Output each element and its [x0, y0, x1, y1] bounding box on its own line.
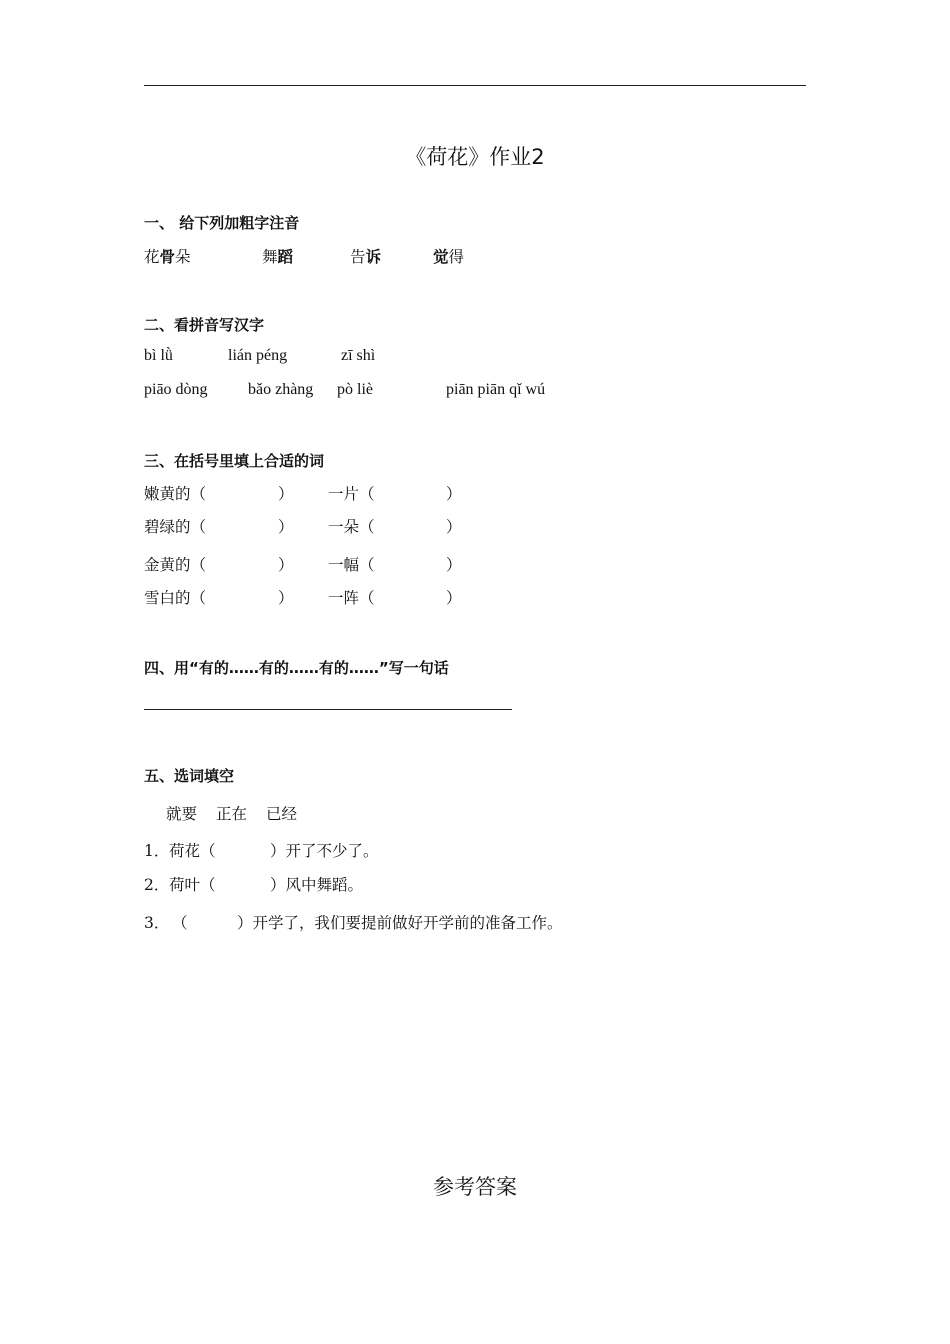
s1-item-2: 舞蹈: [262, 248, 294, 266]
q1-number: 1．: [144, 842, 170, 860]
pinyin-4: piāo dòng: [144, 381, 208, 398]
section-2-heading: 二、看拼音写汉字: [144, 316, 265, 334]
s3-right-3-close: ）: [446, 556, 462, 574]
s1-item-1: 花骨朵: [144, 248, 191, 266]
q2-post: ）风中舞蹈。: [270, 876, 364, 894]
page-title: 《荷花》作业2: [405, 145, 545, 169]
s3-right-3: 一幅（: [328, 556, 375, 574]
q2-number: 2．: [144, 876, 170, 894]
pinyin-5: bǎo zhàng: [248, 381, 314, 398]
q3-post: ）开学了，我们要提前做好开学前的准备工作。: [237, 914, 563, 932]
pinyin-1: bì lǜ: [144, 347, 173, 364]
s1-item-3: 告诉: [350, 248, 382, 266]
s3-left-1-close: ）: [278, 485, 294, 503]
s3-left-2-close: ）: [278, 518, 294, 536]
pinyin-3: zī shì: [341, 347, 376, 364]
pinyin-6: pò liè: [337, 381, 373, 398]
section-1-heading: 一、 给下列加粗字注音: [144, 214, 300, 232]
section-3-heading: 三、在括号里填上合适的词: [144, 452, 325, 470]
s3-left-3: 金黄的（: [144, 556, 207, 574]
q3-number: 3．: [144, 914, 170, 932]
s3-right-1-close: ）: [446, 485, 462, 503]
s3-right-4: 一阵（: [328, 589, 375, 607]
s3-right-2-close: ）: [446, 518, 462, 536]
answer-key-title: 参考答案: [433, 1175, 517, 1199]
s3-left-2: 碧绿的（: [144, 518, 207, 536]
s3-left-3-close: ）: [278, 556, 294, 574]
s3-right-4-close: ）: [446, 589, 462, 607]
s3-left-4: 雪白的（: [144, 589, 207, 607]
section-4-heading: 四、用“有的……有的……有的……”写一句话: [144, 659, 449, 677]
s3-right-2: 一朵（: [328, 518, 375, 536]
pinyin-2: lián péng: [228, 347, 288, 364]
option-3: 已经: [266, 805, 298, 823]
answer-line: [144, 709, 512, 710]
q2-pre: 荷叶（: [169, 876, 216, 894]
s1-item-4: 觉得: [433, 248, 465, 266]
option-2: 正在: [216, 805, 248, 823]
s3-right-1: 一片（: [328, 485, 375, 503]
option-1: 就要: [166, 805, 198, 823]
header-rule: [144, 85, 806, 86]
s3-left-1: 嫩黄的（: [144, 485, 207, 503]
q1-post: ）开了不少了。: [270, 842, 379, 860]
q1-pre: 荷花（: [169, 842, 216, 860]
pinyin-7: piān piān qǐ wú: [446, 381, 546, 398]
q3-pre: （: [172, 914, 188, 932]
s3-left-4-close: ）: [278, 589, 294, 607]
section-5-heading: 五、选词填空: [144, 767, 235, 785]
